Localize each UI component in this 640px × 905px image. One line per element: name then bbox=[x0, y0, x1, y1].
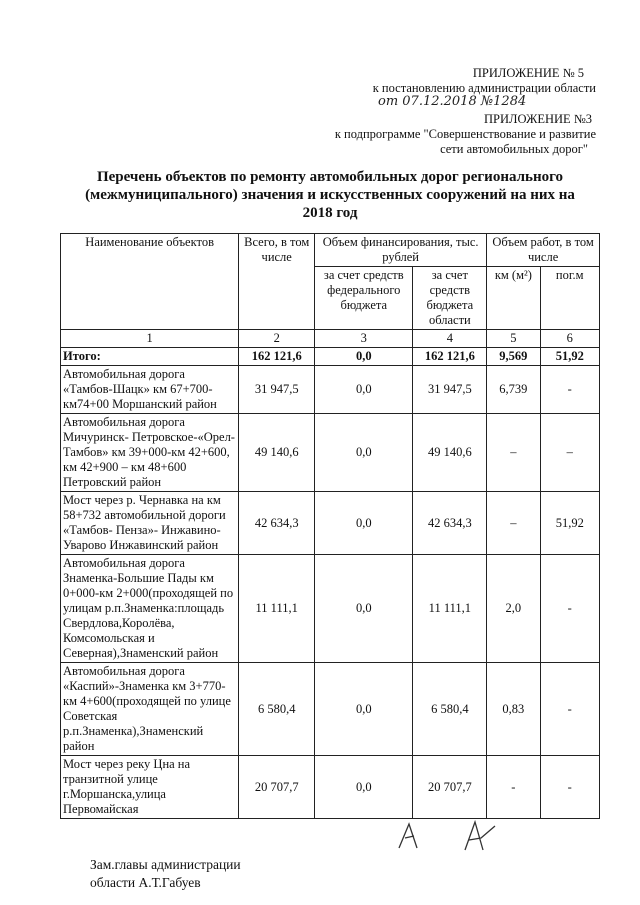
table-row bbox=[61, 663, 600, 756]
col-number: 6 bbox=[540, 330, 600, 348]
object-regional: 31 947,5 bbox=[413, 366, 487, 414]
object-name: Автомобильная дорога Мичуринск- Петровское-«Орел- Тамбов» км 39+000-км 42+600, км 42+900 – км 48+600 Петровский район bbox=[61, 414, 239, 492]
object-federal: 0,0 bbox=[315, 492, 413, 555]
object-regional: 42 634,3 bbox=[413, 492, 487, 555]
objects-table bbox=[60, 233, 600, 819]
header-regional: за счет средств бюджета области bbox=[413, 267, 487, 330]
object-federal: 0,0 bbox=[315, 555, 413, 663]
object-federal: 0,0 bbox=[315, 366, 413, 414]
total-label: Итого: bbox=[61, 348, 239, 366]
table-row bbox=[61, 555, 600, 663]
col-number: 5 bbox=[487, 330, 540, 348]
total-row bbox=[61, 348, 600, 366]
object-total: 31 947,5 bbox=[239, 366, 315, 414]
object-pm: – bbox=[540, 414, 600, 492]
object-km: – bbox=[487, 492, 540, 555]
object-regional: 6 580,4 bbox=[413, 663, 487, 756]
total-km: 9,569 bbox=[487, 348, 540, 366]
total-federal: 0,0 bbox=[315, 348, 413, 366]
table-row bbox=[61, 414, 600, 492]
column-numbers-row bbox=[61, 330, 600, 348]
object-total: 20 707,7 bbox=[239, 756, 315, 819]
object-km: 2,0 bbox=[487, 555, 540, 663]
col-number: 4 bbox=[413, 330, 487, 348]
object-regional: 49 140,6 bbox=[413, 414, 487, 492]
document-title: Перечень объектов по ремонту автомобильных дорог регионального (межмуниципального) значения и искусственных сооружений на них на 2018 год bbox=[85, 169, 575, 221]
object-regional: 20 707,7 bbox=[413, 756, 487, 819]
header-financing: Объем финансирования, тыс. рублей bbox=[315, 234, 487, 267]
object-total: 11 111,1 bbox=[239, 555, 315, 663]
object-total: 6 580,4 bbox=[239, 663, 315, 756]
object-total: 42 634,3 bbox=[239, 492, 315, 555]
subprogram-line-2: сети автомобильных дорог" bbox=[440, 142, 588, 156]
object-km: 6,739 bbox=[487, 366, 540, 414]
decree-reference: к постановлению администрации области bbox=[372, 81, 596, 95]
header-federal: за счет средств федерального бюджета bbox=[315, 267, 413, 330]
object-name: Автомобильная дорога Знаменка-Большие Пады км 0+000-км 2+000(проходящей по улицам р.п.Знаменка:площадь Свердлова,Королёва, Комсомольская и Северная),Знаменский район bbox=[61, 555, 239, 663]
table-row bbox=[61, 756, 600, 819]
object-pm: - bbox=[540, 555, 600, 663]
object-federal: 0,0 bbox=[315, 414, 413, 492]
object-regional: 11 111,1 bbox=[413, 555, 487, 663]
signatory-position: Зам.главы администрации bbox=[90, 857, 241, 872]
header-total: Всего, в том числе bbox=[239, 234, 315, 330]
header-works: Объем работ, в том числе bbox=[487, 234, 600, 267]
object-pm: - bbox=[540, 663, 600, 756]
table-row bbox=[61, 492, 600, 555]
col-number: 3 bbox=[315, 330, 413, 348]
header-pm: пог.м bbox=[540, 267, 600, 330]
object-pm: - bbox=[540, 366, 600, 414]
col-number: 1 bbox=[61, 330, 239, 348]
appendix-5-heading: ПРИЛОЖЕНИЕ № 5 bbox=[472, 66, 584, 80]
object-km: - bbox=[487, 756, 540, 819]
col-number: 2 bbox=[239, 330, 315, 348]
subprogram-line-1: к подпрограмме "Совершенствование и развитие bbox=[334, 127, 596, 141]
object-name: Автомобильная дорога «Тамбов-Шацк» км 67+700-км74+00 Моршанский район bbox=[61, 366, 239, 414]
header-row-1 bbox=[61, 234, 600, 267]
header-km: км (м²) bbox=[487, 267, 540, 330]
total-pm: 51,92 bbox=[540, 348, 600, 366]
object-km: – bbox=[487, 414, 540, 492]
object-name: Мост через реку Цна на транзитной улице г.Моршанска,улица Первомайская bbox=[61, 756, 239, 819]
total-sum: 162 121,6 bbox=[239, 348, 315, 366]
handwritten-date-number: от 07.12.2018 №1284 bbox=[378, 94, 527, 109]
object-federal: 0,0 bbox=[315, 663, 413, 756]
object-name: Мост через р. Чернавка на км 58+732 автомобильной дороги «Тамбов- Пенза»- Инжавино- Уварово Инжавинский район bbox=[61, 492, 239, 555]
table-row bbox=[61, 366, 600, 414]
handwritten-signature bbox=[395, 818, 505, 852]
total-regional: 162 121,6 bbox=[413, 348, 487, 366]
header-name: Наименование объектов bbox=[61, 234, 239, 330]
object-km: 0,83 bbox=[487, 663, 540, 756]
signatory-block bbox=[90, 856, 241, 892]
object-pm: 51,92 bbox=[540, 492, 600, 555]
object-pm: - bbox=[540, 756, 600, 819]
appendix-3-heading: ПРИЛОЖЕНИЕ №3 bbox=[483, 112, 592, 126]
object-total: 49 140,6 bbox=[239, 414, 315, 492]
object-federal: 0,0 bbox=[315, 756, 413, 819]
signatory-name: области А.Т.Габуев bbox=[90, 875, 201, 890]
object-name: Автомобильная дорога «Каспий»-Знаменка км 3+770-км 4+600(проходящей по улице Советская р.п.Знаменка),Знаменский район bbox=[61, 663, 239, 756]
